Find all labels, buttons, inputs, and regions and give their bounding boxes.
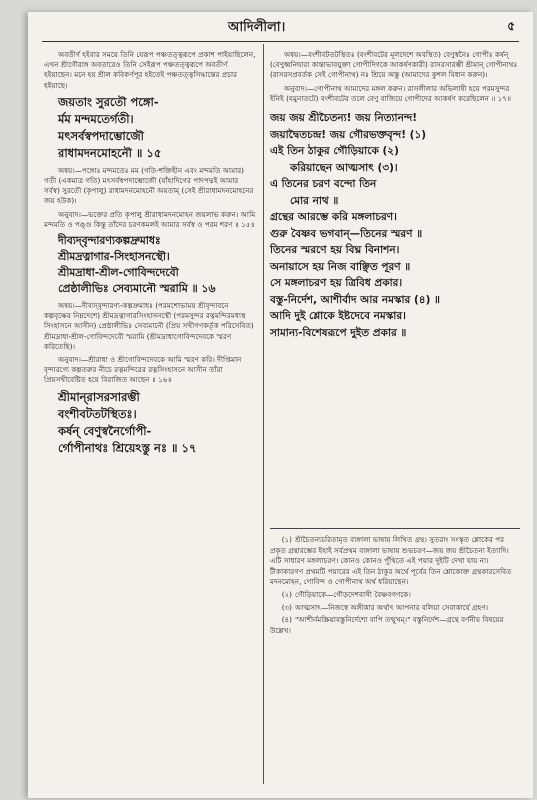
footnote-text: আত্মসাৎ—নিজস্বে অঙ্গীকার অর্থাৎ আপনার বলিয়া সেবাকার্যে গ্রহণ।: [295, 602, 489, 612]
book-page: [28, 12, 533, 798]
footnote: [270, 615, 520, 636]
left-column: [44, 50, 256, 461]
verse-line: জয় জয় শ্রীচৈতন্য! জয় নিত্যানন্দ!: [270, 112, 418, 125]
footnote-number: (৩): [281, 602, 292, 612]
verse-line: বস্তু-নির্দেশ, আশীর্বাদ আর নমস্কার (৪) ॥: [270, 293, 440, 306]
footnotes: [270, 528, 520, 638]
bengali-verses: [270, 110, 520, 341]
verse-line: র্মম মন্দমতের্গতী।: [58, 111, 134, 126]
verse-line: গ্রন্থের আরম্ভে করি মঙ্গলাচরণ।: [270, 211, 397, 224]
anvaya-16: অন্বয়।—দীব্যদ্‌বৃন্দারণ্য-কল্পদ্রুমাধঃ (পরমশোভাময় শ্রীবৃন্দাবনে কল্পবৃক্ষের নিম্নদেশে) শ্রীমদ্রত্নাগারসিংহাসনস্থৌ (পরমসুন্দর রত্নমন্দিরমধ্যস্থ সিংহাসনে আসীন) প্রেষ্ঠালীভিঃ সেব্যমানৌ (প্রিয় সখীগণকর্তৃক পরিসেবিত) শ্রীমদ্রাধা-শ্রীল-গোবিন্দদেবৌ স্মরামি (শ্রীমদ্রাধাগোবিন্দদেবকে স্মরণ করিতেছি)।: [44, 301, 254, 351]
verse-line: শ্রীমদ্রত্নাগার-সিংহাসনস্থৌ।: [58, 250, 170, 264]
verse-line: সে মঙ্গলাচরণ হয় ত্রিবিধ প্রকার।: [270, 277, 403, 290]
intro-paragraph: অবতীর্ণ হইবার সময়ে তিনি যেরূপ পঞ্চতত্ত্বরূপে প্রকাশ পাইয়াছিলেন, এখন শ্রীগৌরাঙ্গ অবতারেও তিনি সেইরূপ পঞ্চতত্ত্বরূপে অবতীর্ণ হইয়াছেন। মনে হয় শ্রীল কবিকর্ণপূর হইতেই পঞ্চতত্ত্বসিদ্ধান্তের প্রচার হইয়াছে।: [44, 50, 256, 90]
right-column: [270, 50, 520, 345]
page-header: [28, 12, 533, 44]
verse-line: র্গোপীনাথঃ শ্রিয়েঽস্তু নঃ ॥ ১৭: [58, 440, 197, 455]
header-rule: [42, 41, 519, 42]
verse-line: দীব্যদ্‌বৃন্দারণ্যকল্পদ্রুমাধঃ: [58, 234, 161, 248]
verse-line: প্রেষ্ঠালীভিঃ সেব্যমানৌ স্মরামি ॥ ১৬: [58, 282, 216, 296]
verse-line: মোর নাথ ॥: [290, 194, 339, 207]
verse-line: গুরু বৈষ্ণব ভগবান্‌—তিনের স্মরণ ॥: [270, 227, 423, 240]
footnote-number: (১): [281, 535, 292, 544]
column-divider: [263, 44, 264, 784]
footnote: [270, 535, 520, 588]
footnote-number: (২): [281, 589, 292, 599]
verse-line: আদি দুই শ্লোকে ইষ্টদেবে নমস্কার।: [270, 310, 406, 323]
verse-line: রাধামদনমোহনৌ ॥ ১৫: [58, 145, 162, 160]
anvaya-15: অন্বয়।—পঙ্গোঃ মন্দমতেঃ মম (গতি-শক্তিহীন এবং মন্দমতি আমার) গতী (একমাত্র গতি) মৎসর্বস্বপদাম্ভোজৌ (যাঁহাদিগের পাদপদ্মই আমার সর্বস্ব) সুরতৌ (কৃপালু) রাধামদনমোহনৌ অয়তাম্ (সেই শ্রীরাধামদনমোহনের জয় হউক)।: [44, 165, 254, 206]
footnote-number: (৪): [281, 615, 292, 625]
footnote-text: "আশীর্নমস্ক্রিয়াবস্তুনির্দেশো বাপি তন্মুখম্‌।" বস্তুনির্দেশ—গ্রন্থে বর্ণনীয় বিষয়ের উল্লেখ।: [270, 615, 504, 635]
footnote: [270, 590, 520, 601]
verse-line: তিনের স্মরণে হয় বিঘ্ন বিনাশন।: [270, 244, 400, 257]
verse-line: শ্রীমদ্রাধা-শ্রীল-গোবিন্দদেবৌ: [58, 266, 179, 280]
verse-line: মৎসর্বস্বপদাম্ভোজৌ: [58, 128, 144, 143]
verse-line: বংশীবটতটস্থিতঃ।: [58, 406, 137, 421]
verse-line: সামান্য-বিশেষরূপে দুইত প্রকার ॥: [270, 326, 407, 339]
running-title: আদিলীলা।: [228, 20, 286, 35]
anvaya-17: অন্বয়।—বংশীবটতটস্থিতঃ (বংশীবটের মূলদেশে অবস্থিত) বেণুস্বনৈঃ গোপীঃ কর্ষন্‌ (বেণুধ্বনিদ্বারা কান্তাভাবযুক্তা গোপীদিগকে আকর্ষণকারী) রাসরসারম্ভী শ্রীমান্‌ গোপীনাথঃ (রাসরসপ্রবর্তক সেই গোপীনাথ) নঃ শ্রিয়ে অস্তু (আমাদের কুশল বিধান করুন)।: [270, 50, 518, 80]
verse-line: জয়তাং সুরতৌ পঙ্গো-: [58, 94, 159, 109]
verse-line: শ্রীমান্‌রাসরসারম্ভী: [58, 389, 140, 404]
verse-line: এই তিন ঠাকুর গৌড়িয়াকে (২): [270, 145, 399, 158]
verse-line: করিয়াছেন আত্মসাৎ (৩)।: [290, 161, 398, 174]
verse-17: [58, 389, 256, 457]
verse-16: [58, 233, 256, 297]
verse-line: অনায়াসে হয় নিজ বাঞ্ছিত পূরণ ॥: [270, 260, 411, 273]
verse-15: [58, 94, 256, 162]
footnote: [270, 603, 520, 614]
footnote-text: শ্রীচৈতন্যচরিতামৃত বাঙ্গালা ভাষায় লিখিত গ্রন্থ। সুতরাং সংস্কৃত শ্লোকের পর প্রকৃত গ্রন্থারম্ভের ইহাই সর্বপ্রথম বাঙ্গালা ভাষায় শুভচরণ—জয় জয় শ্রীচৈতন্য ইত্যাদি। এটি সাধারণ মঙ্গলাচরণ। কোনও কোনও পুঁথিতে এই পয়ার দুইটি দেখা যায় না। টীকাকারগণ প্রথমটি পয়ারের এই তিন ঠাকুর অর্থে পূর্বের তিন শ্লোকোক্ত গ্রন্থকারসেবিত মদনমোহন, গোবিন্দ ও গোপীনাথ অর্থ ধরিয়াছেন।: [270, 535, 512, 587]
anuvad-16: অনুবাদ।—শ্রীরাধা ও শ্রীগোবিন্দদেবকে আমি স্মরণ করি। দীপ্তিমান বৃন্দারণ্যে কল্পতরুর নীচে রত্নমন্দিরের রত্নসিংহাসনে আসীন তাঁরা প্রিয়সখীবেষ্টিত হয়ে বিরাজিত আছেন ॥ ১৬॥: [44, 355, 242, 385]
verse-line: এ তিনের চরণ বন্দো তিন: [270, 178, 377, 191]
verse-line: কর্ষন্‌ বেণুস্বনৈর্গোপী-: [58, 423, 152, 438]
verse-line: জয়াদ্বৈতচন্দ্র! জয় গৌরভক্তবৃন্দ! (১): [270, 128, 427, 141]
anuvad-15: অনুবাদ।—ভক্তের প্রতি কৃপালু শ্রীরাধামদনমোহন জয়লাভ করুন। আমি মন্দমতি ও পঙ্গু কিন্তু তাঁদের চরণকমলই আমার সর্বস্ব ও পরম শরণ ॥ ১৫॥: [44, 209, 256, 229]
anuvad-17: অনুবাদ।—গোপীনাথ আমাদের মঙ্গল করুন। রাসলীলার অভিলাষী হয়ে পরমসুন্দর ইনিই (যমুনাতটে) বংশীবটের তলে বেণু বাজিয়ে গোপীদের আকর্ষণ করেছিলেন ॥ ১৭॥: [270, 83, 512, 103]
footnote-text: গৌড়িয়াকে—গৌড়দেশবাসী বৈষ্ণবগণকে।: [295, 589, 411, 599]
page-number: ৫: [507, 19, 515, 33]
